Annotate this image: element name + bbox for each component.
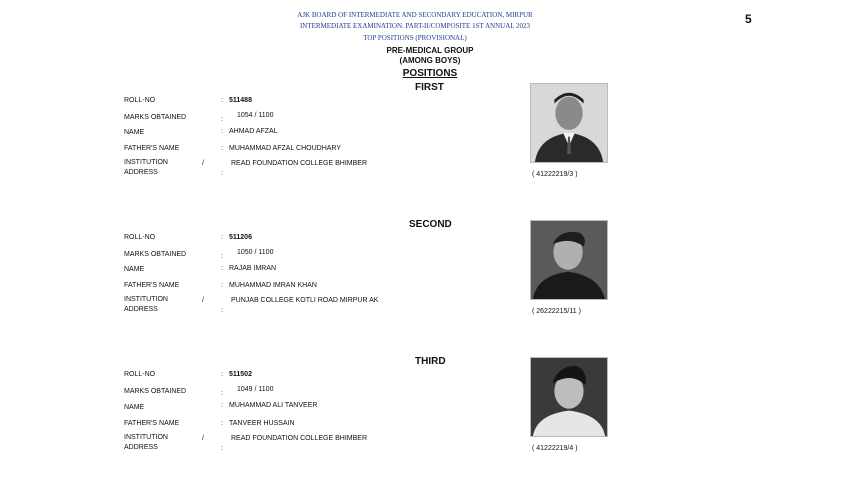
colon: : xyxy=(221,97,223,104)
colon: : xyxy=(221,265,223,272)
name-value: RAJAB IMRAN xyxy=(229,265,277,272)
colon: : xyxy=(221,145,223,152)
position-label: FIRST xyxy=(415,82,444,93)
marks-value: 1050 / 1100 xyxy=(237,249,274,256)
exam-name: INTERMEDIATE EXAMINATION. PART-II/COMPOSITE 1ST ANNUAL 2023 xyxy=(299,22,531,30)
institution-label: INSTITUTION xyxy=(124,434,168,441)
position-label: SECOND xyxy=(409,219,452,230)
father-name-value: MUHAMMAD AFZAL CHOUDHARY xyxy=(229,145,342,152)
name-label: NAME xyxy=(124,404,145,411)
roll-no-label: ROLL-NO xyxy=(124,97,156,104)
colon: : xyxy=(221,307,223,314)
father-name-value: TANVEER HUSSAIN xyxy=(229,420,295,427)
institution-slash: / xyxy=(202,297,204,304)
page-number: 5 xyxy=(745,12,752,26)
colon: : xyxy=(221,420,223,427)
colon: : xyxy=(221,253,223,260)
marks-label: MARKS OBTAINED xyxy=(124,388,187,395)
address-label: ADDRESS xyxy=(124,306,158,313)
roll-no-label: ROLL-NO xyxy=(124,234,156,241)
photo-code: ( 41222219/3 ) xyxy=(532,171,578,178)
institution-value: READ FOUNDATION COLLEGE BHIMBER xyxy=(231,435,368,442)
section-title: POSITIONS xyxy=(402,68,458,79)
marks-label: MARKS OBTAINED xyxy=(124,251,187,258)
colon: : xyxy=(221,116,223,123)
photo-code: ( 41222219/4 ) xyxy=(532,445,578,452)
institution-slash: / xyxy=(202,160,204,167)
father-name-value: MUHAMMAD IMRAN KHAN xyxy=(229,282,317,289)
colon: : xyxy=(221,170,223,177)
marks-label: MARKS OBTAINED xyxy=(124,114,187,121)
father-name-label: FATHER'S NAME xyxy=(124,420,180,427)
colon: : xyxy=(221,445,223,452)
name-label: NAME xyxy=(124,266,145,273)
marks-value: 1054 / 1100 xyxy=(237,112,274,119)
address-label: ADDRESS xyxy=(124,444,158,451)
candidate-photo xyxy=(530,83,608,163)
institution-slash: / xyxy=(202,435,204,442)
institution-value: PUNJAB COLLEGE KOTLI ROAD MIRPUR AK xyxy=(231,297,379,304)
candidate-photo xyxy=(530,357,608,437)
colon: : xyxy=(221,234,223,241)
colon: : xyxy=(221,128,223,135)
colon: : xyxy=(221,402,223,409)
group-subtitle: (AMONG BOYS) xyxy=(399,56,461,65)
photo-code: ( 26222215/11 ) xyxy=(532,308,581,315)
board-name: AJK BOARD OF INTERMEDIATE AND SECONDARY EDUCATION, MIRPUR xyxy=(297,11,533,19)
address-label: ADDRESS xyxy=(124,169,158,176)
position-label: THIRD xyxy=(415,356,446,367)
roll-no-label: ROLL-NO xyxy=(124,371,156,378)
roll-no-value: 511488 xyxy=(229,97,252,104)
report-title: TOP POSITIONS (PROVISIONAL) xyxy=(363,34,467,42)
institution-label: INSTITUTION xyxy=(124,159,168,166)
colon: : xyxy=(221,371,223,378)
roll-no-value: 511206 xyxy=(229,234,252,241)
candidate-photo xyxy=(530,220,608,300)
institution-label: INSTITUTION xyxy=(124,296,168,303)
name-value: MUHAMMAD ALI TANVEER xyxy=(229,402,318,409)
colon: : xyxy=(221,390,223,397)
father-name-label: FATHER'S NAME xyxy=(124,282,180,289)
father-name-label: FATHER'S NAME xyxy=(124,145,180,152)
institution-value: READ FOUNDATION COLLEGE BHIMBER xyxy=(231,160,368,167)
roll-no-value: 511502 xyxy=(229,371,252,378)
colon: : xyxy=(221,282,223,289)
name-label: NAME xyxy=(124,129,145,136)
group-name: PRE-MEDICAL GROUP xyxy=(386,46,474,55)
marks-value: 1049 / 1100 xyxy=(237,386,274,393)
name-value: AHMAD AFZAL xyxy=(229,128,278,135)
